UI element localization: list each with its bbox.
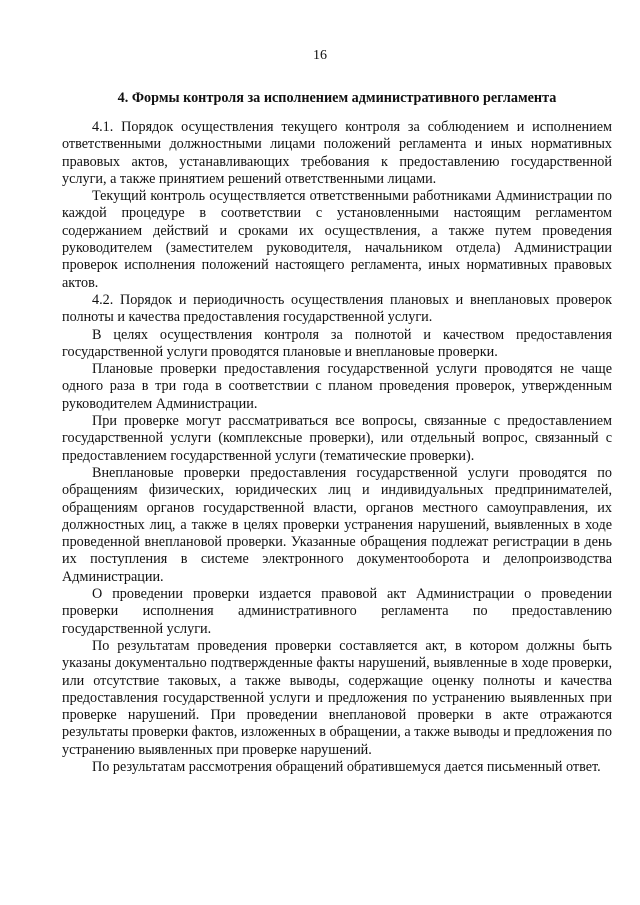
paragraph: По результатам рассмотрения обращений обратившемуся дается письменный ответ. <box>92 758 601 775</box>
paragraph: При проверке могут рассматриваться все вопросы, связанные с предоставлением государственной услуги (комплексные проверки), или отдельный вопрос, связанный с предоставлением государственной услуги (тематические проверки). <box>62 413 612 464</box>
paragraph: О проведении проверки издается правовой акт Администрации о проведении проверки исполнения административного регламента по предоставлению государственной услуги. <box>62 586 612 637</box>
paragraph: Внеплановые проверки предоставления государственной услуги проводятся по обращениям физических, юридических лиц и индивидуальных предпринимателей, обращениям органов государственной власти, органов местного самоуправления, их должностных лиц, а также в целях проверки устранения нарушений, выявленных в ходе проведенной внеплановой проверки. Указанные обращения подлежат регистрации в день их поступления в системе электронного документооборота и делопроизводства Администрации. <box>62 464 612 585</box>
page-number: 16 <box>313 48 327 63</box>
paragraph: 4.1. Порядок осуществления текущего контроля за соблюдением и исполнением ответственными должностными лицами положений регламента и иных нормативных правовых актов, устанавливающих требования к предоставлению государственной услуги, а также принятием решений ответственными лицами. <box>62 119 612 187</box>
paragraph: Плановые проверки предоставления государственной услуги проводятся не чаще одного раза в три года в соответствии с планом проведения проверок, утвержденным руководителем Администрации. <box>62 361 612 412</box>
paragraph: 4.2. Порядок и периодичность осуществления плановых и внеплановых проверок полноты и качества предоставления государственной услуги. <box>62 291 612 326</box>
paragraph: В целях осуществления контроля за полнотой и качеством предоставления государственной услуги проводятся плановые и внеплановые проверки. <box>62 326 612 360</box>
paragraph: Текущий контроль осуществляется ответственными работниками Администрации по каждой процедуре в соответствии с установленными настоящим регламентом содержанием действий и сроками их осуществления, а также путем проведения руководителем (заместителем руководителя, начальником отдела) Администрации проверок исполнения положений настоящего регламента, иных нормативных правовых актов. <box>62 188 612 291</box>
paragraph: По результатам проведения проверки составляется акт, в котором должны быть указаны документально подтвержденные факты нарушений, выявленные в ходе проверки, или отсутствие таковых, а также выводы, содержащие оценку полноты и качества предоставления государственной услуги и предложения по устранению выявленных при проверке нарушений. При проведении внеплановой проверки в акте отражаются результаты проверки фактов, изложенных в обращении, а также выводы и предложения по устранению выявленных при проверке нарушений. <box>62 637 612 758</box>
document-body <box>62 119 612 776</box>
section-heading: 4. Формы контроля за исполнением административного регламента <box>117 90 557 106</box>
